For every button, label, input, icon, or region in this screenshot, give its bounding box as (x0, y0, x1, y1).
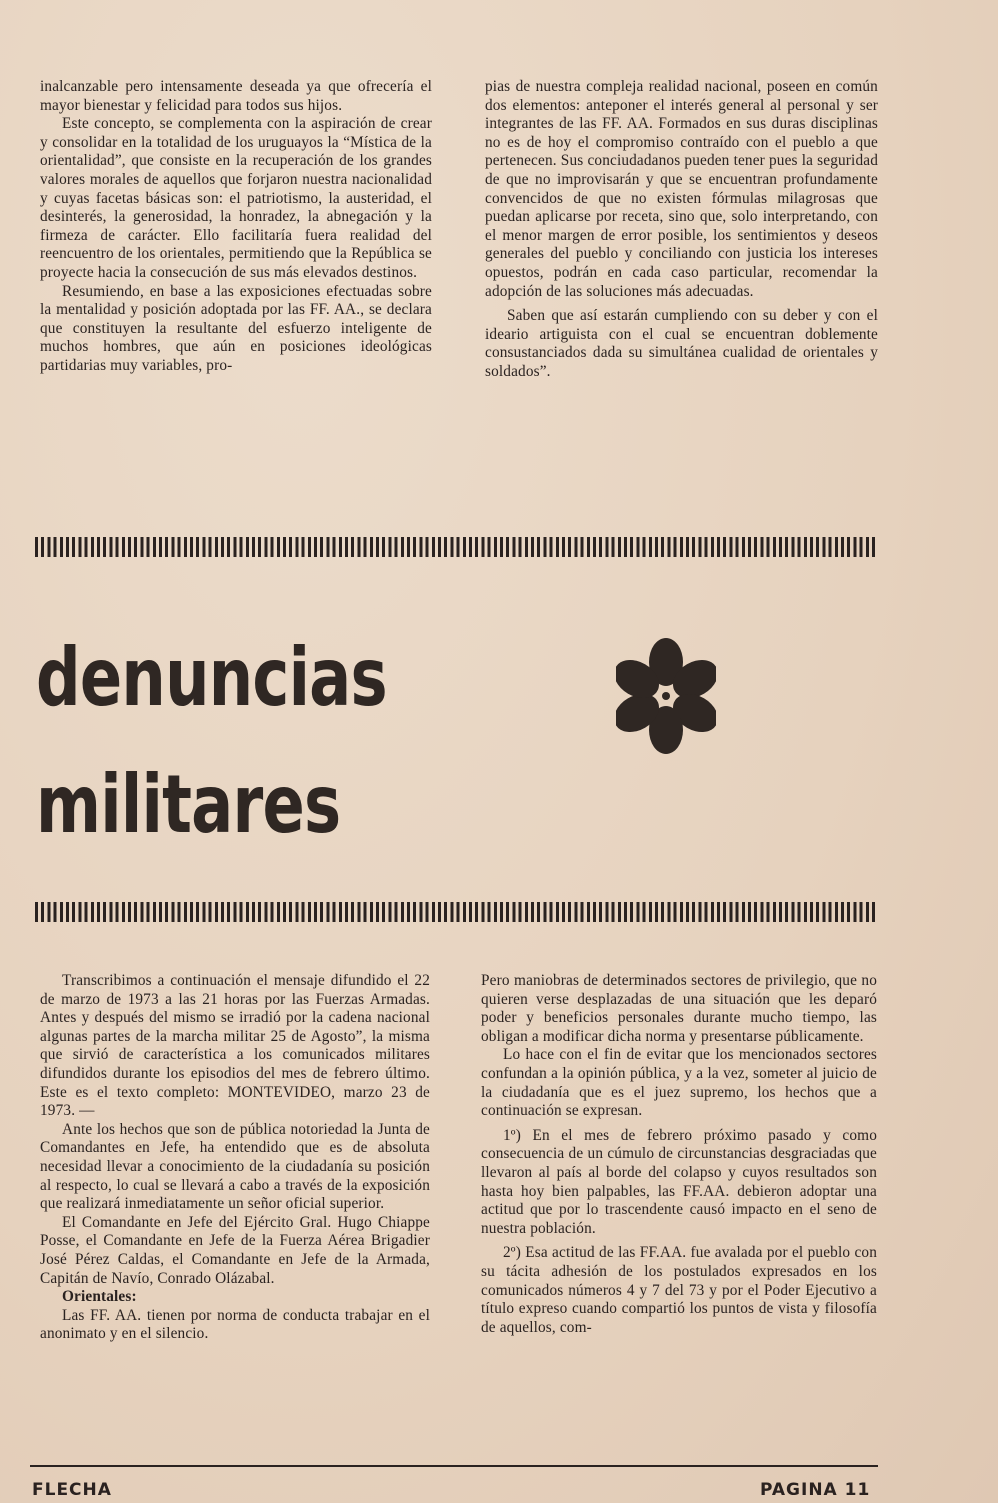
paragraph: Ante los hechos que son de pública notoriedad la Junta de Comandantes en Jefe, ha entendido que es de absoluta necesidad llevar a conocimiento de la ciudadanía su posición al respecto, lo cual se llevará a cabo a través de la exposición que realizará inmediatamente un señor oficial superior. (40, 1120, 430, 1213)
paragraph: Transcribimos a continuación el mensaje difundido el 22 de marzo de 1973 a las 21 horas por las Fuerzas Armadas. Antes y después del mismo se irradió por la cadena nacional algunas partes de la marcha militar 25 de Agosto”, la misma que sirvió de característica a los comunicados militares difundidos durante los episodios del mes de febrero último. Este es el texto completo: MONTEVIDEO, marzo 23 de 1973. — (40, 972, 430, 1120)
paragraph: Saben que así estarán cumpliendo con su deber y con el ideario artiguista con el cual se encuentran doblemente consustanciados dada su simultánea cualidad de orientales y soldados”. (485, 307, 878, 380)
paragraph: Las FF. AA. tienen por norma de conducta trabajar en el anonimato y en el silencio. (40, 1306, 430, 1343)
flower-ornament-icon (616, 635, 716, 757)
paragraph: inalcanzable pero intensamente deseada ya que ofrecería el mayor bienestar y felicidad para todos sus hijos. (40, 78, 432, 114)
paragraph: 2º) Esa actitud de las FF.AA. fue avalada por el pueblo con su tácita adhesión de los postulados expresados en los comunicados números 4 y 7 del 73 y por el Poder Ejecutivo a título expreso cuando compartió los puntos de vista y filosofía de aquellos, com- (481, 1244, 877, 1336)
salutation: Orientales: (62, 1288, 137, 1306)
paragraph: 1º) En el mes de febrero próximo pasado y como consecuencia de un cúmulo de circunstancias desgraciadas que llevaron al país al borde del colapso y cuyos resultados son hasta hoy bien palpables, las FF.AA. debieron adoptar una actitud que por lo trascendente causó impacto en el seno de nuestra población. (481, 1126, 877, 1237)
paragraph: El Comandante en Jefe del Ejército Gral. Hugo Chiappe Posse, el Comandante en Jefe de la Fuerza Aérea Brigadier José Pérez Caldas, el Comandante en Jefe de la Armada, Capitán de Navío, Conrado Olázabal. (40, 1213, 430, 1287)
decorative-rule-top (35, 537, 878, 557)
paragraph: Este concepto, se complementa con la aspiración de crear y consolidar en la totalidad de los uruguayos la “Mística de la orientalidad”, que consiste en la recuperación de los grandes valores morales de aquellos que forjaron nuestra nacionalidad y cuyas facetas básicas son: el patriotismo, la austeridad, el desinterés, la generosidad, la honradez, la abnegación y la firmeza de carácter. Ello facilitaría fuera realidad del reencuentro de los orientales, permitiendo que la República se proyecte hacia la consecución de sus más elevados destinos. (40, 115, 432, 281)
decorative-rule-bottom (35, 902, 878, 922)
headline-line-1: denuncias (36, 631, 387, 724)
bottom-left-column (40, 972, 430, 1344)
top-left-column (40, 78, 432, 376)
paragraph: Lo hace con el fin de evitar que los mencionados sectores confundan a la opinión pública, y a la vez, someter al juicio de la ciudadanía que es el juez supremo, los hechos que a continuación se expresan. (481, 1046, 877, 1120)
bottom-right-column (481, 972, 877, 1337)
top-right-column (485, 78, 878, 382)
headline-line-2: militares (36, 758, 341, 851)
footer-publication: FLECHA (32, 1480, 112, 1500)
paragraph: pias de nuestra compleja realidad nacional, poseen en común dos elementos: anteponer el interés general al personal y ser integrantes de las FF. AA. Formados en sus duras disciplinas no es de hoy el compromiso contraído con el pueblo a que pertenecen. Sus conciudadanos pueden tener pues la seguridad de que no improvisarán y que se encuentran profundamente convencidos de que no existen fórmulas milagrosas que puedan aplicarse por receta, sino que, solo interpretando, con el menor margen de error posible, los sentimientos y deseos generales del pueblo y conciliando con justicia los intereses opuestos, podrán en cada caso particular, recomendar la adopción de las soluciones más adecuadas. (485, 78, 878, 300)
footer-page-number: PAGINA 11 (760, 1480, 871, 1500)
paragraph: Resumiendo, en base a las exposiciones efectuadas sobre la mentalidad y posición adoptada por las FF. AA., se declara que constituyen la resultante del esfuerzo inteligente de muchos hombres, que aún en posiciones ideológicas partidarias muy variables, pro- (40, 282, 432, 374)
footer-rule (30, 1465, 878, 1467)
paragraph: Pero maniobras de determinados sectores de privilegio, que no quieren verse desplazadas de una situación que les deparó poder y beneficios personales durante mucho tiempo, las obligan a modificar dicha norma y presentarse públicamente. (481, 972, 877, 1045)
